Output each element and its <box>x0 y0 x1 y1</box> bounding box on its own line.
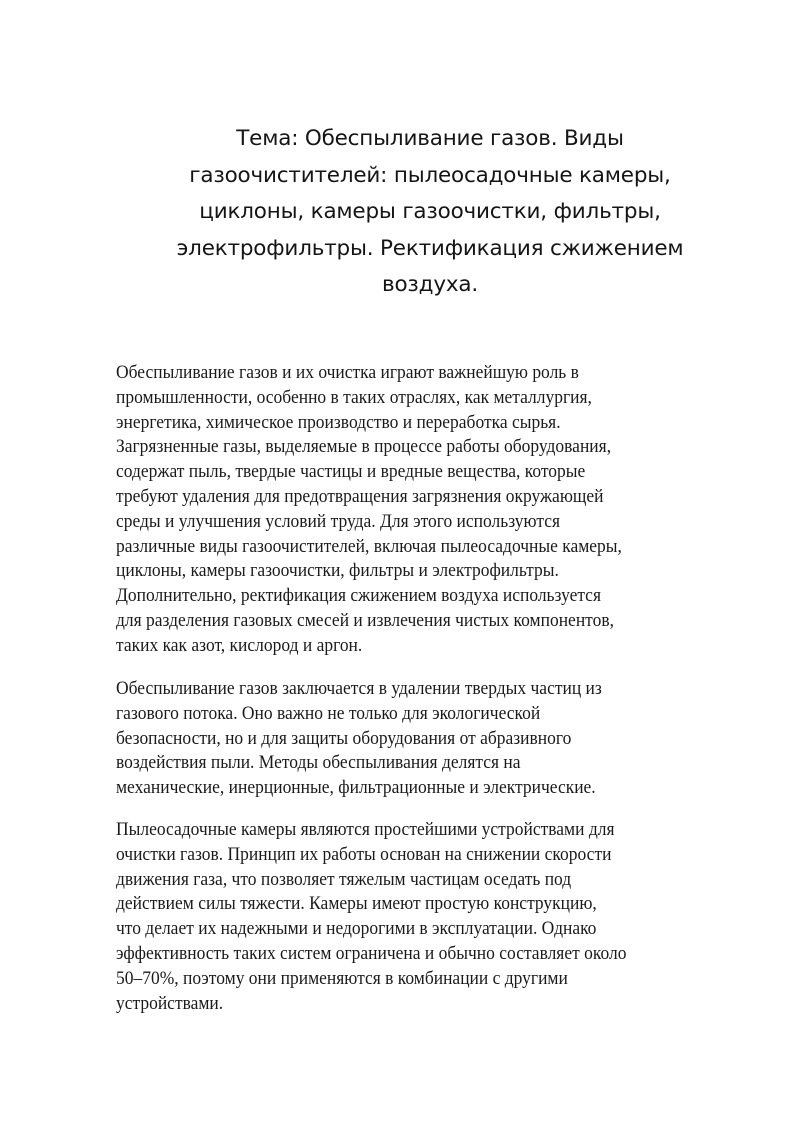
text-line: требуют удаления для предотвращения загрязнения окружающей <box>116 485 604 507</box>
text-line: действием силы тяжести. Камеры имеют простую конструкцию, <box>116 893 597 915</box>
paragraph-dedusting <box>116 677 756 801</box>
text-line: воздействия пыли. Методы обеспыливания делятся на <box>116 752 521 774</box>
text-line: энергетика, химическое производство и переработка сырья. <box>116 411 561 433</box>
title-line: воздуха. <box>382 272 478 297</box>
text-line: Обеспыливание газов заключается в удалении твердых частиц из <box>116 678 602 699</box>
paragraph-settling-chambers <box>116 818 756 1016</box>
text-line: очистки газов. Принцип их работы основан на снижении скорости <box>116 843 612 865</box>
text-line: различные виды газоочистителей, включая пылеосадочные камеры, <box>116 535 622 557</box>
text-line: что делает их надежными и недорогими в эксплуатации. Однако <box>116 918 597 940</box>
text-line: эффективность таких систем ограничена и обычно составляет около <box>116 942 627 964</box>
text-line: Пылеосадочные камеры являются простейшими устройствами для <box>116 819 615 840</box>
text-line: устройствами. <box>116 992 224 1014</box>
text-line: циклоны, камеры газоочистки, фильтры и электрофильтры. <box>116 560 559 582</box>
document-title <box>140 121 720 304</box>
text-line: промышленности, особенно в таких отраслях, как металлургия, <box>116 386 592 408</box>
text-line: Загрязненные газы, выделяемые в процессе работы оборудования, <box>116 436 612 458</box>
title-line: электрофильтры. Ректификация сжижением <box>176 235 684 261</box>
text-line: Дополнительно, ректификация сжижением воздуха используется <box>116 585 601 607</box>
text-line: содержат пыль, твердые частицы и вредные вещества, которые <box>116 461 586 483</box>
text-line: 50–70%, поэтому они применяются в комбинации с другими <box>116 967 568 989</box>
text-line: безопасности, но и для защиты оборудования от абразивного <box>116 727 572 749</box>
text-line: механические, инерционные, фильтрационные и электрические. <box>116 777 596 799</box>
text-line: Обеспыливание газов и их очистка играют важнейшую роль в <box>116 362 579 383</box>
text-line: таких как азот, кислород и аргон. <box>116 634 363 656</box>
paragraph-intro <box>116 361 756 659</box>
text-line: среды и улучшения условий труда. Для этого используются <box>116 510 561 532</box>
text-line: для разделения газовых смесей и извлечения чистых компонентов, <box>116 609 614 631</box>
title-line: газоочистителей: пылеосадочные камеры, <box>189 162 671 188</box>
text-line: газового потока. Оно важно не только для экологической <box>116 702 541 724</box>
title-line: Тема: Обеспыливание газов. Виды <box>236 126 624 151</box>
title-line: циклоны, камеры газоочистки, фильтры, <box>199 199 661 224</box>
text-line: движения газа, что позволяет тяжелым частицам оседать под <box>116 868 572 890</box>
